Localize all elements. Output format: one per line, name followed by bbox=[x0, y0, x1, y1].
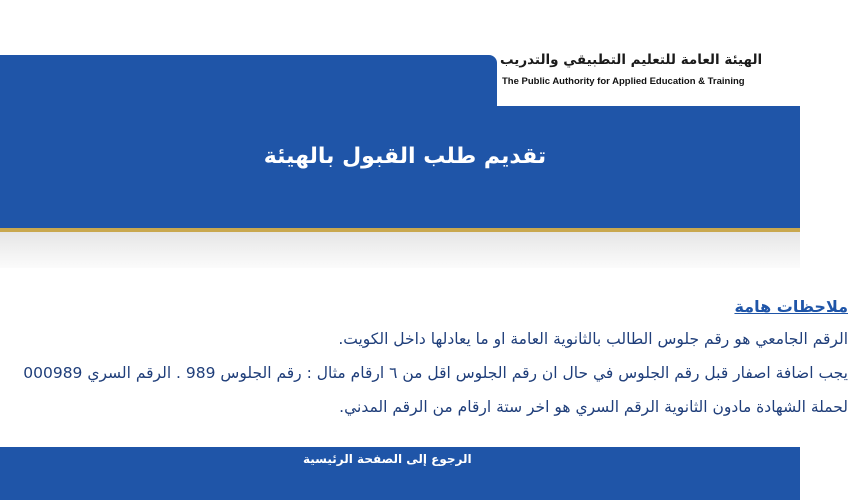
note-item: الرقم الجامعي هو رقم جلوس الطالب بالثانوية العامة او ما يعادلها داخل الكويت. bbox=[338, 330, 848, 348]
page-banner bbox=[0, 106, 800, 228]
logo-arabic-text: الهيئة العامة للتعليم التطبيقي والتدريب bbox=[500, 52, 763, 68]
page-title: تقديم طلب القبول بالهيئة bbox=[263, 144, 547, 169]
footer-bar bbox=[0, 447, 800, 500]
logo-english-text: The Public Authority for Applied Education & Training bbox=[502, 76, 745, 87]
authority-logo[interactable] bbox=[500, 45, 800, 105]
notes-heading: ملاحظات هامة bbox=[734, 297, 848, 316]
back-to-home-link[interactable]: الرجوع إلى الصفحة الرئيسية bbox=[303, 452, 472, 466]
note-item: يجب اضافة اصفار قبل رقم الجلوس في حال ان رقم الجلوس اقل من ٦ ارقام مثال : رقم الجلوس 989 . الرقم السري 000989 bbox=[23, 364, 848, 382]
important-notes bbox=[0, 292, 848, 424]
note-item: لحملة الشهادة مادون الثانوية الرقم السري هو اخر ستة ارقام من الرقم المدني. bbox=[339, 398, 848, 416]
shadow-band bbox=[0, 232, 800, 268]
